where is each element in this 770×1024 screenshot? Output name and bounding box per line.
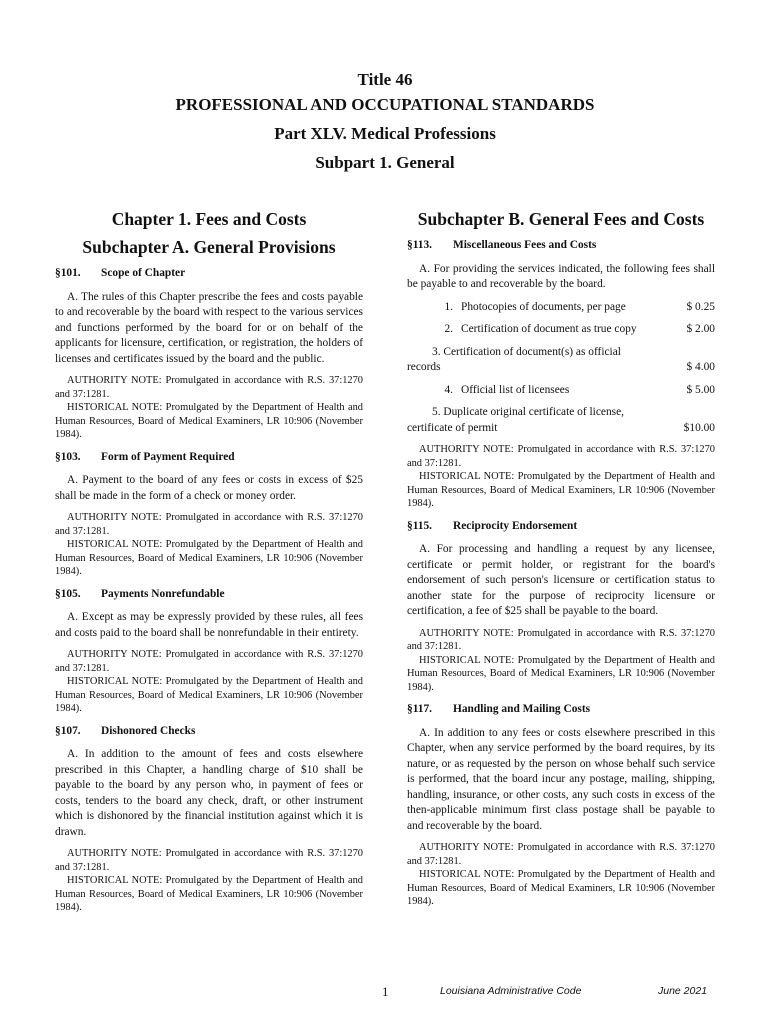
fee-item-description-cont: records: [407, 361, 441, 373]
fee-item-amount: $10.00: [683, 421, 715, 434]
historical-note: HISTORICAL NOTE: Promulgated by the Department of Health and Human Resources, Board of Medical Examiners, LR 10:906 (November 1984).: [55, 539, 363, 577]
section-title: Dishonored Checks: [101, 724, 196, 737]
section-107-notes: [55, 847, 363, 915]
section-105-notes: [55, 648, 363, 716]
fee-item: [407, 405, 715, 436]
authority-note: AUTHORITY NOTE: Promulgated in accordance with R.S. 37:1270 and 37:1281.: [407, 444, 715, 469]
section-101-heading: [55, 266, 363, 282]
doc-part: Part XLV. Medical Professions: [274, 124, 496, 143]
fee-item-amount: $ 4.00: [686, 361, 715, 373]
section-number: §103.: [55, 450, 81, 463]
section-117-heading: [407, 702, 715, 718]
section-105-heading: [55, 587, 363, 603]
historical-note: HISTORICAL NOTE: Promulgated by the Department of Health and Human Resources, Board of Medical Examiners, LR 10:906 (November 1984).: [55, 676, 363, 714]
fee-item-number: 2.: [444, 323, 453, 335]
section-title: Handling and Mailing Costs: [453, 703, 591, 715]
fee-item-description: Photocopies of documents, per page: [461, 300, 626, 313]
authority-note: AUTHORITY NOTE: Promulgated in accordance with R.S. 37:1270 and 37:1281.: [55, 375, 363, 400]
section-113-text: A. For providing the services indicated, the following fees shall be payable to and recoverable by the board.: [407, 262, 715, 290]
authority-note: AUTHORITY NOTE: Promulgated in accordance with R.S. 37:1270 and 37:1281.: [55, 649, 363, 674]
fee-item-line: [407, 421, 715, 437]
section-103-heading: [55, 450, 363, 466]
section-number: §105.: [55, 587, 81, 600]
section-113-heading: [407, 238, 715, 254]
fee-item: [407, 322, 715, 338]
authority-note: AUTHORITY NOTE: Promulgated in accordance with R.S. 37:1270 and 37:1281.: [55, 512, 363, 537]
section-title: Form of Payment Required: [101, 450, 235, 463]
fee-item-amount: $ 5.00: [686, 383, 715, 396]
section-number: §107.: [55, 724, 81, 737]
subchapter-a-heading: Subchapter A. General Provisions: [82, 237, 336, 257]
section-title: Payments Nonrefundable: [101, 587, 225, 600]
publication-date: June 2021: [658, 985, 708, 997]
authority-note: AUTHORITY NOTE: Promulgated in accordance with R.S. 37:1270 and 37:1281.: [55, 848, 363, 873]
section-115-heading: [407, 519, 715, 535]
chapter-heading: Chapter 1. Fees and Costs: [111, 209, 307, 229]
section-103-notes: [55, 511, 363, 579]
doc-subtitle: PROFESSIONAL AND OCCUPATIONAL STANDARDS: [175, 95, 595, 114]
section-number: §117.: [407, 703, 432, 715]
fee-item-line: [407, 360, 715, 376]
section-title: Reciprocity Endorsement: [453, 519, 578, 532]
section-103-text: A. Payment to the board of any fees or costs in excess of $25 shall be made in the form of a check or money order.: [55, 474, 363, 502]
fee-item-description: Certification of document as true copy: [461, 323, 637, 335]
fee-item-amount: $ 2.00: [686, 323, 715, 335]
section-107-heading: [55, 724, 363, 740]
fee-item-description: 3. Certification of document(s) as official: [432, 345, 621, 358]
historical-note: HISTORICAL NOTE: Promulgated by the Department of Health and Human Resources, Board of Medical Examiners, LR 10:906 (November 1984).: [55, 875, 363, 913]
authority-note: AUTHORITY NOTE: Promulgated in accordance with R.S. 37:1270 and 37:1281.: [407, 627, 715, 652]
fee-item-description: Official list of licensees: [461, 383, 570, 396]
fee-item-description: 5. Duplicate original certificate of license,: [432, 406, 624, 418]
section-title: Miscellaneous Fees and Costs: [453, 239, 597, 251]
fee-item: [407, 300, 715, 316]
fee-item-description-cont: certificate of permit: [407, 421, 498, 434]
historical-note: HISTORICAL NOTE: Promulgated by the Department of Health and Human Resources, Board of Medical Examiners, LR 10:906 (November 1984).: [407, 654, 715, 693]
section-117-notes: [407, 841, 715, 909]
section-115-text: A. For processing and handling a request by any licensee, certificate or permit holder, or registrant for the board's endorsement of such person's licensure or certification status to another state for the purpose of reciprocity licensure or certification, a fee of $25 shall be payable to the board.: [407, 543, 715, 617]
section-101-text: A. The rules of this Chapter prescribe the fees and costs payable to and recoverable by the board with respect to the various services and functions performed by the board for or on behalf of the applicants for licensure, certification, or registration, the holders of licenses and certificates issued by the board and the public.: [55, 290, 363, 365]
left-column: [55, 208, 363, 921]
subchapter-b-heading: Subchapter B. General Fees and Costs: [417, 209, 705, 229]
section-number: §115.: [407, 519, 432, 532]
section-113-notes: [407, 443, 715, 511]
doc-title: Title 46: [357, 70, 413, 89]
section-105-text: A. Except as may be expressly provided by these rules, all fees and costs paid to the board shall be nonrefundable in their entirety.: [55, 611, 363, 639]
section-number: §113.: [407, 239, 432, 251]
fee-item-amount: $ 0.25: [686, 300, 715, 313]
section-title: Scope of Chapter: [101, 267, 186, 279]
fee-item: [407, 383, 715, 399]
historical-note: HISTORICAL NOTE: Promulgated by the Department of Health and Human Resources, Board of Medical Examiners, LR 10:906 (November 1984).: [55, 402, 363, 440]
page-number: 1: [382, 984, 389, 999]
fee-item-number: 1.: [444, 300, 453, 313]
publication-name: Louisiana Administrative Code: [440, 985, 582, 997]
fee-item: [407, 345, 715, 376]
authority-note: AUTHORITY NOTE: Promulgated in accordance with R.S. 37:1270 and 37:1281.: [407, 842, 715, 867]
section-115-notes: [407, 627, 715, 695]
section-101-notes: [55, 374, 363, 442]
section-number: §101.: [55, 267, 81, 279]
fee-item-number: 4.: [444, 383, 453, 396]
right-column: [407, 208, 715, 915]
historical-note: HISTORICAL NOTE: Promulgated by the Department of Health and Human Resources, Board of Medical Examiners, LR 10:906 (November 1984).: [407, 869, 715, 907]
historical-note: HISTORICAL NOTE: Promulgated by the Department of Health and Human Resources, Board of Medical Examiners, LR 10:906 (November 1984).: [407, 471, 715, 509]
section-117-text: A. In addition to any fees or costs elsewhere prescribed in this Chapter, when any service performed by the board requires, by its nature, or as requested by the person on whose behalf such service is performed, that the board incur any postage, mailing, shipping, handling, insurance, or other costs, any such costs in excess of the then-applicable minimum first class postage shall be payable to and recoverable by the board.: [407, 726, 715, 832]
section-107-text: A. In addition to the amount of fees and costs elsewhere prescribed in this Chapter, a handling charge of $10 shall be payable to the board by any person who, in payment of fees or costs, tenders to the board any check, draft, or other instrument which is dishonored by the financial institution against which it is drawn.: [55, 748, 363, 838]
doc-subpart: Subpart 1. General: [315, 153, 455, 172]
